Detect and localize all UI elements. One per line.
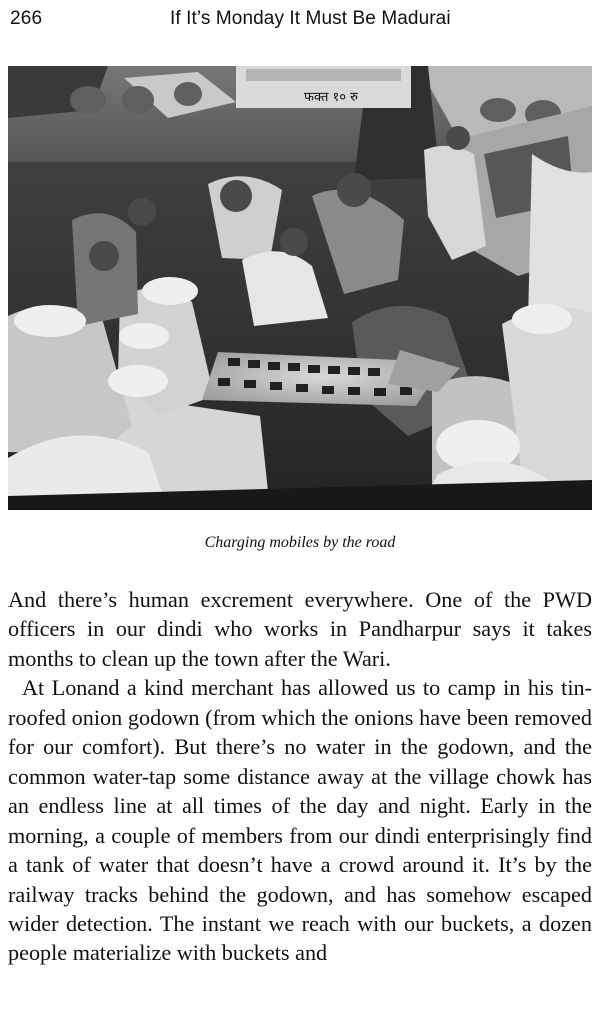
photo-image: [8, 66, 592, 510]
page-number: 266: [10, 8, 43, 29]
body-text: [8, 585, 592, 968]
banner: [236, 66, 411, 108]
paragraph: And there’s human excrement everywhere. One of the PWD officers in our dindi who works in Pandharpur says it takes months to clean up the town after the Wari.: [8, 587, 592, 671]
photo: [8, 66, 592, 510]
banner-text: फक्त १० रु: [304, 90, 358, 105]
figure-caption: Charging mobiles by the road: [204, 534, 396, 551]
running-head: If It’s Monday It Must Be Madurai: [170, 8, 451, 29]
page-header: [10, 8, 590, 34]
paragraph: At Lonand a kind merchant has allowed us to camp in his tin-roofed onion godown (from which the onions have been removed for our comfort). But there’s no water in the godown, and the common water-tap some distance away at the village chowk has an endless line at all times of the day and night. Early in the morning, a couple of members from our dindi enterprisingly find a tank of water that doesn’t have a crowd around it. It’s by the railway tracks behind the godown, and has somehow escaped wider detection. The instant we reach with our buckets, a dozen people materialize with buckets and: [8, 675, 592, 966]
